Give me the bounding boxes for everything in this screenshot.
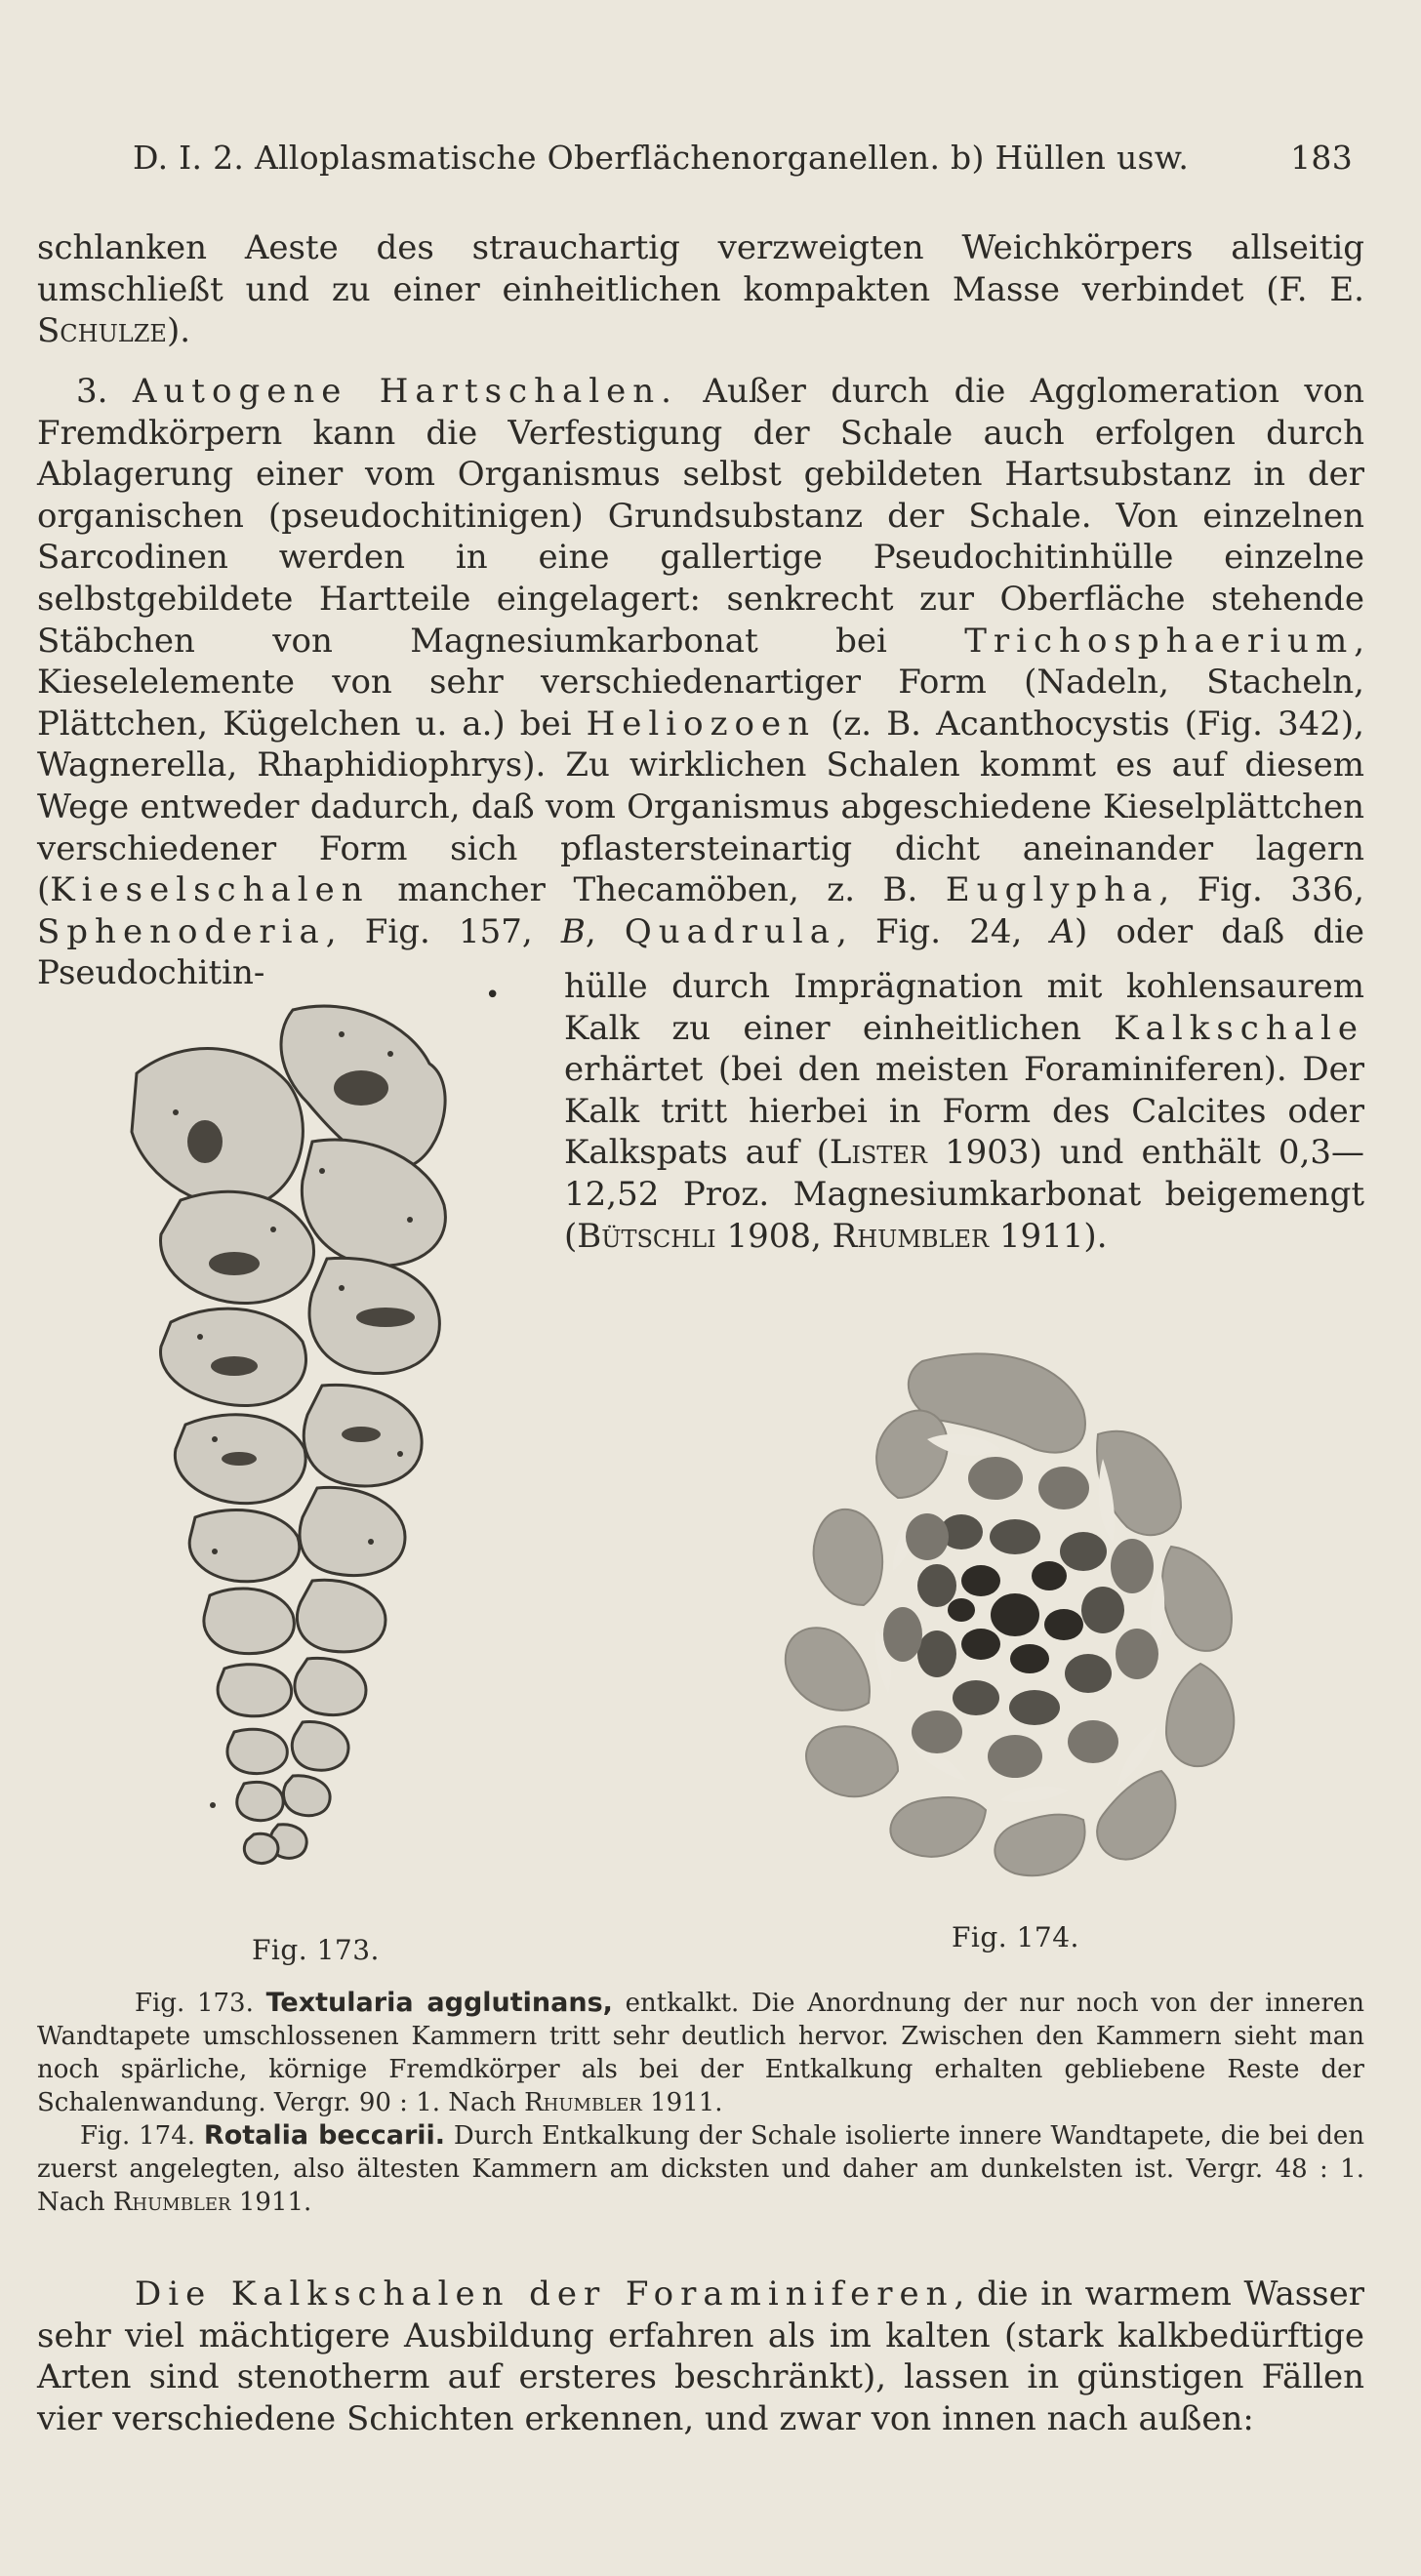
caption-text: entkalkt. Die Anordnung der nur noch von der inneren Wandtapete umschlossenen Kammern tritt sehr deutlich hervor. Zwischen den Kammern sieht man noch spärliche, körnige Fremdkörper als bei der Entkalkung erhalten gebliebene Reste der Schalenwandung. Vergr. 90 : 1. Nach: [37, 1989, 1365, 2117]
caption-text: Durch Entkalkung der Schale isolierte innere Wandtapete, die bei den zuerst angelegten, also ältesten Kammern am dicksten und daher am dunkelsten ist. Vergr. 48 : 1. Nach: [37, 2121, 1365, 2217]
paragraph-text: (z. B. Acanthocystis (Fig. 342), Wagnerella, Rhaphidiophrys). Zu wirklichen Schalen kommt es auf diesem Wege entweder dadurch, daß vom Organismus abgeschiedene Kieselplättchen verschiedener Form sich pflastersteinartig dicht aneinander lagern (: [37, 704, 1364, 910]
figure-173-textularia: [117, 995, 547, 1903]
author-name: Lister: [829, 1133, 927, 1173]
term-kieselschalen: Kieselschalen: [50, 870, 370, 910]
figure-174-rotalia: [771, 1342, 1259, 1888]
caption-text: 1911.: [641, 2088, 723, 2117]
taxon-name: Heliozoen: [586, 704, 817, 744]
running-title: D. I. 2. Alloplasmatische Oberflächenorganellen. b) Hüllen usw.: [133, 139, 1190, 177]
paragraph-text: mancher Thecamöben, z. B.: [369, 870, 946, 910]
paragraph-right-column: [564, 966, 1364, 1257]
figure-part-ref: B: [560, 911, 586, 951]
paragraph-text: ,: [585, 911, 625, 951]
paragraph-text: 1903) und enthält 0,3—12,52 Proz. Magnesiumkarbonat beigemengt (: [564, 1133, 1365, 1256]
paragraph-text: 1911).: [989, 1216, 1108, 1256]
author-name: Rhumbler: [112, 2188, 231, 2217]
paragraph-text: hülle durch Imprägnation mit kohlensaurem Kalk zu einer einheitlichen: [564, 967, 1364, 1048]
paragraph-kalkschalen: [37, 2274, 1364, 2439]
paragraph-text: , Fig. 157,: [325, 911, 561, 951]
term-kalkschale: Kalkschale: [1114, 1008, 1364, 1048]
term-kalkschalen: Die Kalkschalen der Foraminiferen: [135, 2274, 954, 2314]
author-name: Rhumbler: [524, 2088, 642, 2117]
paragraph-text: Außer durch die Agglomeration von Fremdkörpern kann die Verfestigung der Schale auch erfolgen durch Ablagerung einer vom Organismus selbst gebildeten Hartsubstanz in der organischen (pseudochitinigen) Grundsubstanz der Schale. Von einzelnen Sarcodinen werden in eine gallertige Pseudochitinhülle einzelne selbstgebildete Hartteile eingelagert: senkrecht zur Oberfläche stehende Stäbchen von Magnesiumkarbonat bei: [37, 372, 1364, 661]
caption-fig-number: Fig. 173.: [135, 1989, 266, 2018]
paragraph-text: , Fig. 24,: [835, 911, 1051, 951]
genus-name: Euglypha: [945, 870, 1159, 910]
caption-text: 1911.: [230, 2188, 312, 2217]
figure-173-label: Fig. 173.: [252, 1934, 380, 1966]
genus-name: Quadrula: [624, 911, 836, 951]
species-name: Textularia agglutinans,: [265, 1988, 613, 2018]
genus-name: Sphenoderia: [37, 911, 326, 951]
author-name: Rhumbler: [832, 1216, 990, 1256]
paragraph-text: , Fig. 336,: [1158, 870, 1364, 910]
figure-captions: [37, 1987, 1364, 2219]
paragraph-text: ) oder daß die Pseudochitin-: [37, 911, 1364, 993]
species-name: Rotalia beccarii.: [203, 2120, 446, 2151]
page-number: 183: [1290, 139, 1353, 177]
author-name: Schulze: [37, 311, 167, 351]
paragraph-text: , Kieselelemente von sehr verschiedenartiger Form (Nadeln, Stacheln, Plättchen, Kügelchen u. a.) bei: [37, 621, 1364, 744]
paragraph-text: 1908,: [715, 1216, 832, 1256]
author-name: Bütschli: [577, 1216, 716, 1256]
caption-fig-number: Fig. 174.: [80, 2121, 204, 2151]
section-autogene-hartschalen: [37, 371, 1364, 994]
printer-mark: •: [485, 981, 501, 1010]
section-heading: Autogene Hartschalen.: [132, 372, 678, 411]
paragraph-text: ).: [166, 311, 191, 351]
running-header: [133, 139, 1353, 177]
paragraph-text: schlanken Aeste des strauchartig verzweigten Weichkörpers allseitig umschließt und zu einer einheitlichen kompakten Masse verbindet (F. E.: [37, 228, 1364, 309]
figure-part-ref: A: [1050, 911, 1076, 951]
paragraph-text: erhärtet (bei den meisten Foraminiferen). Der Kalk tritt hierbei in Form des Calcites oder Kalkspats auf (: [564, 1050, 1364, 1173]
paragraph-text: , die in warmem Wasser sehr viel mächtigere Ausbildung erfahren als im kalten (stark kalkbedürftige Arten sind stenotherm auf ersteres beschränkt), lassen in günstigen Fällen vier verschiedene Schichten erkennen, und zwar von innen nach außen:: [37, 2274, 1364, 2438]
figure-174-label: Fig. 174.: [952, 1921, 1079, 1953]
paragraph-continuation: [37, 227, 1364, 352]
section-number: 3.: [76, 372, 133, 411]
genus-name: Trichosphaerium: [964, 621, 1355, 661]
